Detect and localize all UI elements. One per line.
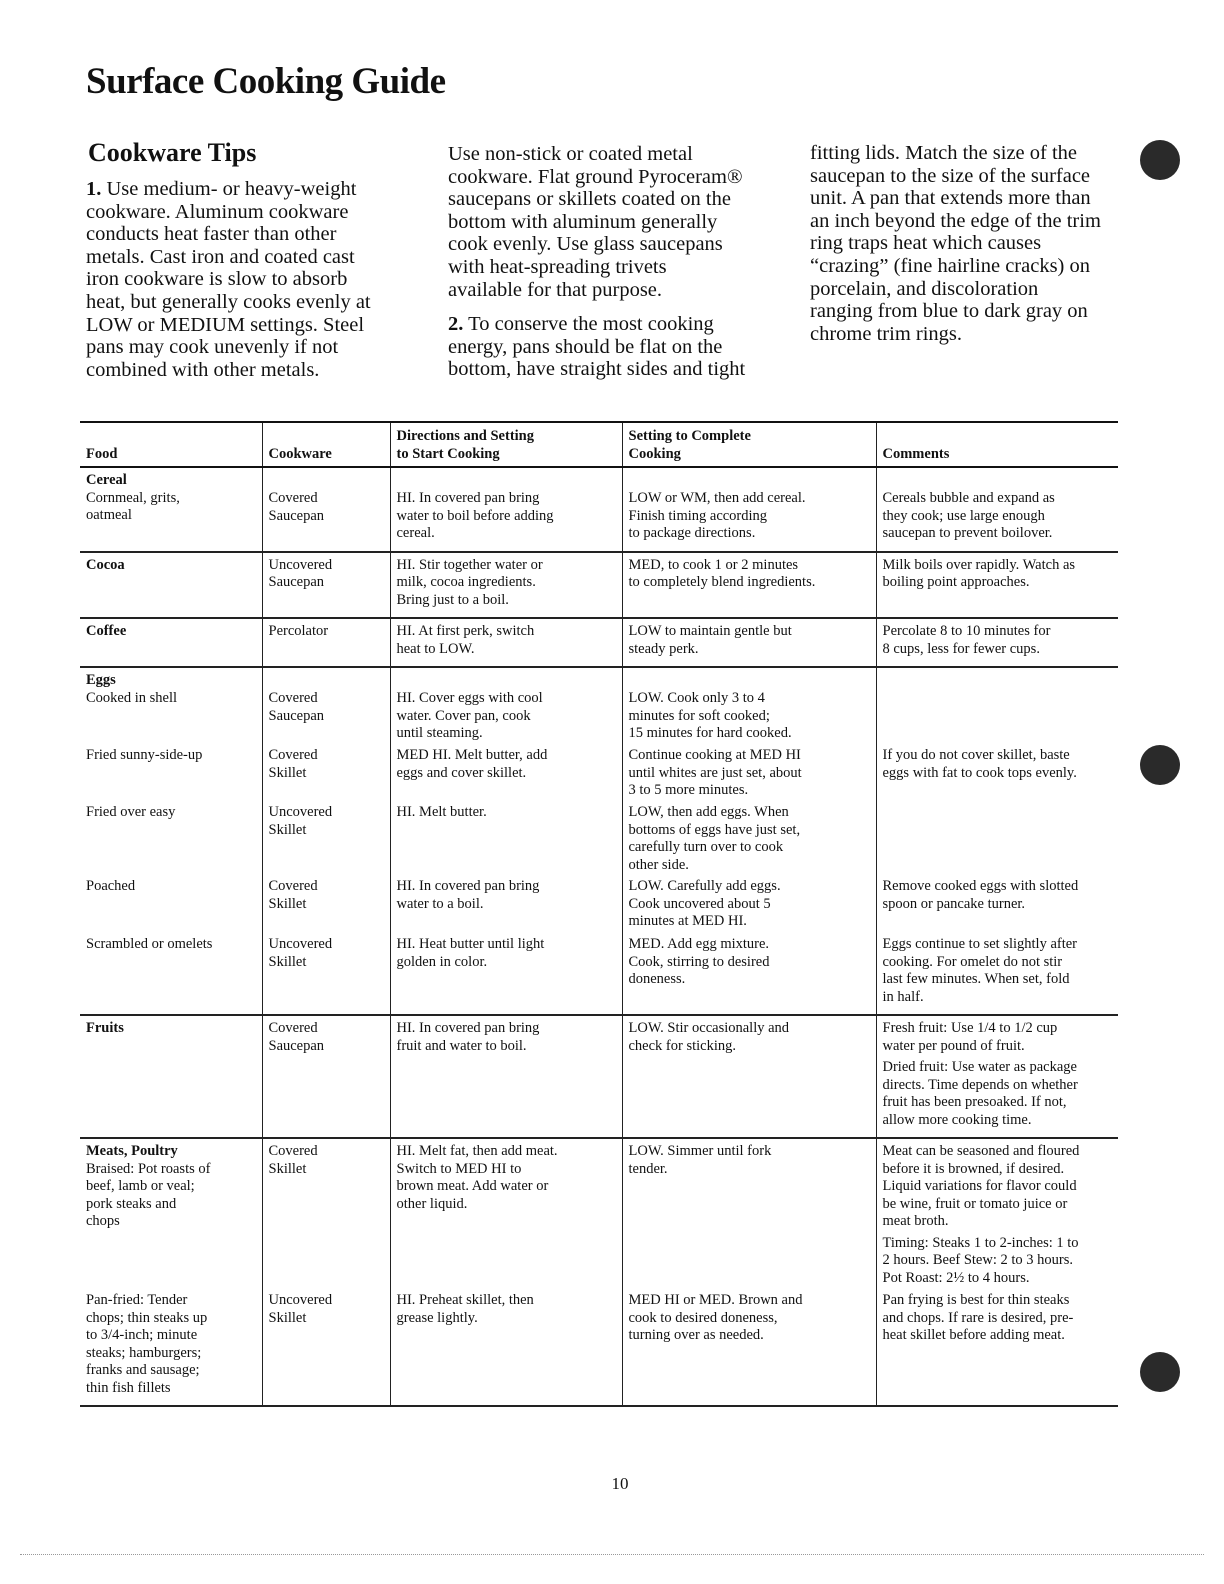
food-cell bbox=[80, 1015, 262, 1138]
cookware-text: Covered Skillet bbox=[268, 878, 318, 912]
cookware-cell bbox=[262, 552, 390, 619]
food-cell bbox=[80, 667, 262, 743]
complete-cell bbox=[622, 800, 876, 874]
comments-text: Pan frying is best for thin steaks and chops. If rare is desired, pre- heat skillet before adding meat. bbox=[882, 1292, 1074, 1343]
comments-text: Milk boils over rapidly. Watch as boiling point approaches. bbox=[882, 556, 1076, 590]
cookware-text: Covered Skillet bbox=[268, 1143, 318, 1177]
cookware-cell bbox=[262, 618, 390, 667]
header-cookware bbox=[262, 422, 390, 467]
start-cell bbox=[390, 467, 622, 552]
complete-cell bbox=[622, 874, 876, 932]
food-name: Pan-fried: Tender chops; thin steaks up to 3/4-inch; minute steaks; hamburgers; franks and sausage; thin fish fillets bbox=[86, 1292, 208, 1396]
header-complete-cooking bbox=[622, 422, 876, 467]
tip-1-number: 1. bbox=[86, 178, 102, 200]
comments-text: Cereals bubble and expand as they cook; use large enough saucepan to prevent boilover. bbox=[882, 490, 1055, 541]
comments-cell bbox=[876, 618, 1118, 667]
food-name: Cornmeal, grits, oatmeal bbox=[86, 489, 180, 523]
table-row bbox=[80, 1138, 1118, 1288]
cookware-cell bbox=[262, 800, 390, 874]
group-title-cereal: Cereal bbox=[86, 472, 127, 488]
cookware-cell bbox=[262, 743, 390, 800]
header-start-cooking bbox=[390, 422, 622, 467]
start-cell bbox=[390, 743, 622, 800]
cookware-cell bbox=[262, 667, 390, 743]
comments-cell bbox=[876, 552, 1118, 619]
header-food-label: Food bbox=[86, 445, 118, 462]
complete-text: LOW or WM, then add cereal. Finish timing according to package directions. bbox=[628, 490, 806, 541]
table-row bbox=[80, 618, 1118, 667]
header-food bbox=[80, 422, 262, 467]
food-name: Fried sunny-side-up bbox=[86, 747, 203, 763]
group-title-fruits: Fruits bbox=[86, 1020, 124, 1036]
table-row bbox=[80, 932, 1118, 1015]
food-cell bbox=[80, 1288, 262, 1406]
group-title-meats: Meats, Poultry bbox=[86, 1143, 178, 1159]
comments-cell bbox=[876, 874, 1118, 932]
comments-cell bbox=[876, 1015, 1118, 1138]
cookware-cell bbox=[262, 1288, 390, 1406]
cookware-tips-heading: Cookware Tips bbox=[88, 138, 257, 167]
cookware-text: Percolator bbox=[268, 623, 329, 639]
comments-text: Eggs continue to set slightly after cooking. For omelet do not stir last few minutes. When set, fold in half. bbox=[882, 936, 1078, 1005]
binder-hole-top bbox=[1140, 140, 1180, 180]
table-row bbox=[80, 1288, 1118, 1406]
start-cell bbox=[390, 1015, 622, 1138]
start-text: HI. In covered pan bring water to boil before adding cereal. bbox=[396, 490, 554, 541]
complete-cell bbox=[622, 1015, 876, 1138]
food-cell bbox=[80, 932, 262, 1015]
tip-1 bbox=[86, 178, 406, 381]
group-title-coffee: Coffee bbox=[86, 623, 127, 639]
table-header-row bbox=[80, 422, 1118, 467]
group-eggs bbox=[80, 667, 1118, 1015]
food-cell bbox=[80, 743, 262, 800]
complete-text: MED, to cook 1 or 2 minutes to completely blend ingredients. bbox=[628, 556, 816, 590]
page-title: Surface Cooking Guide bbox=[86, 61, 446, 102]
cookware-text: Uncovered Saucepan bbox=[268, 556, 333, 590]
food-name: Fried over easy bbox=[86, 804, 176, 820]
tip-2 bbox=[448, 313, 778, 381]
food-cell bbox=[80, 618, 262, 667]
complete-cell bbox=[622, 552, 876, 619]
cookware-cell bbox=[262, 874, 390, 932]
comments-cell bbox=[876, 667, 1118, 743]
food-cell bbox=[80, 800, 262, 874]
food-cell bbox=[80, 1138, 262, 1288]
cookware-text: Uncovered Skillet bbox=[268, 804, 333, 838]
comments-cell bbox=[876, 1138, 1118, 1288]
start-cell bbox=[390, 667, 622, 743]
table-row bbox=[80, 467, 1118, 552]
start-text: HI. Heat butter until light golden in color. bbox=[396, 936, 545, 970]
comments-text: Timing: Steaks 1 to 2-inches: 1 to 2 hours. Beef Stew: 2 to 3 hours. Pot Roast: 2½ to 4 hours. bbox=[882, 1234, 1079, 1286]
cookware-cell bbox=[262, 467, 390, 552]
table-row bbox=[80, 1015, 1118, 1138]
comments-text: Percolate 8 to 10 minutes for 8 cups, less for fewer cups. bbox=[882, 623, 1051, 657]
cookware-cell bbox=[262, 1015, 390, 1138]
tips-column-2 bbox=[448, 143, 778, 381]
group-fruits bbox=[80, 1015, 1118, 1138]
table-row bbox=[80, 800, 1118, 874]
comments-cell bbox=[876, 467, 1118, 552]
group-title-cocoa: Cocoa bbox=[86, 556, 125, 573]
tips-column-3 bbox=[810, 142, 1130, 345]
cookware-cell bbox=[262, 1138, 390, 1288]
food-name: Scrambled or omelets bbox=[86, 936, 213, 952]
tip-1-continued: Use non-stick or coated metal cookware. Flat ground Pyroceram® saucepans or skillets coated on the bottom with aluminum generally cook evenly. Use glass saucepans with heat-spreading trivets available for that purpose. bbox=[448, 143, 743, 301]
start-cell bbox=[390, 618, 622, 667]
header-start-label: Directions and Setting to Start Cooking bbox=[396, 428, 534, 462]
comments-text: Fresh fruit: Use 1/4 to 1/2 cup water per pound of fruit. bbox=[882, 1020, 1058, 1054]
complete-cell bbox=[622, 743, 876, 800]
start-cell bbox=[390, 1288, 622, 1406]
comments-text: Remove cooked eggs with slotted spoon or pancake turner. bbox=[882, 878, 1079, 912]
binder-hole-bottom bbox=[1140, 1352, 1180, 1392]
complete-cell bbox=[622, 1288, 876, 1406]
table-row bbox=[80, 743, 1118, 800]
food-cell bbox=[80, 467, 262, 552]
start-text: HI. Cover eggs with cool water. Cover pan, cook until steaming. bbox=[396, 690, 543, 741]
binder-hole-middle bbox=[1140, 745, 1180, 785]
start-text: HI. In covered pan bring water to a boil. bbox=[396, 878, 540, 912]
food-name: Poached bbox=[86, 878, 136, 894]
comments-cell bbox=[876, 1288, 1118, 1406]
cookware-text: Uncovered Skillet bbox=[268, 936, 333, 970]
comments-text: Meat can be seasoned and floured before it is browned, if desired. Liquid variations for flavor could be wine, fruit or tomato juice or meat broth. bbox=[882, 1143, 1080, 1229]
table-row bbox=[80, 874, 1118, 932]
start-cell bbox=[390, 552, 622, 619]
header-comments-label: Comments bbox=[882, 445, 950, 462]
cookware-text: Covered Saucepan bbox=[268, 1020, 325, 1054]
start-text: MED HI. Melt butter, add eggs and cover skillet. bbox=[396, 747, 548, 781]
group-coffee bbox=[80, 618, 1118, 667]
complete-cell bbox=[622, 618, 876, 667]
tips-column-1 bbox=[86, 178, 406, 381]
tip-2-continued: fitting lids. Match the size of the saucepan to the size of the surface unit. A pan that extends more than an inch beyond the edge of the trim ring traps heat which causes “crazing” (fine hairline cracks) on porcelain, and discoloration ranging from blue to dark gray on chrome trim rings. bbox=[810, 142, 1101, 345]
cookware-text: Covered Saucepan bbox=[268, 490, 325, 524]
cookware-text: Covered Skillet bbox=[268, 747, 318, 781]
page-number: 10 bbox=[611, 1474, 629, 1493]
start-cell bbox=[390, 932, 622, 1015]
comments-cell bbox=[876, 932, 1118, 1015]
start-cell bbox=[390, 1138, 622, 1288]
complete-text: MED. Add egg mixture. Cook, stirring to desired doneness. bbox=[628, 936, 770, 987]
food-cell bbox=[80, 552, 262, 619]
complete-text: LOW. Cook only 3 to 4 minutes for soft cooked; 15 minutes for hard cooked. bbox=[628, 690, 792, 741]
start-text: HI. Stir together water or milk, cocoa ingredients. Bring just to a boil. bbox=[396, 556, 543, 608]
complete-cell bbox=[622, 1138, 876, 1288]
tip-2-text: To conserve the most cooking energy, pans should be flat on the bottom, have straight sides and tight bbox=[448, 313, 746, 381]
start-text: HI. At first perk, switch heat to LOW. bbox=[396, 623, 535, 657]
start-text: HI. Melt butter. bbox=[396, 804, 487, 820]
cookware-text: Covered Saucepan bbox=[268, 690, 325, 724]
cookware-cell bbox=[262, 932, 390, 1015]
header-comments bbox=[876, 422, 1118, 467]
complete-cell bbox=[622, 932, 876, 1015]
table-row bbox=[80, 667, 1118, 743]
tip-1-text: Use medium- or heavy-weight cookware. Aluminum cookware conducts heat faster than other metals. Cast iron and coated cast iron cookware is slow to absorb heat, but generally cooks evenly at LOW or MEDIUM settings. Steel pans may cook unevenly if not combined with other metals. bbox=[86, 178, 371, 381]
food-cell bbox=[80, 874, 262, 932]
comments-cell bbox=[876, 743, 1118, 800]
complete-text: LOW. Simmer until fork tender. bbox=[628, 1143, 772, 1177]
comments-text: If you do not cover skillet, baste eggs with fat to cook tops evenly. bbox=[882, 747, 1077, 781]
start-cell bbox=[390, 800, 622, 874]
complete-text: LOW, then add eggs. When bottoms of eggs have just set, carefully turn over to cook other side. bbox=[628, 804, 801, 873]
food-name: Braised: Pot roasts of beef, lamb or veal; pork steaks and chops bbox=[86, 1160, 211, 1229]
group-cereal bbox=[80, 467, 1118, 552]
start-cell bbox=[390, 874, 622, 932]
food-name: Cooked in shell bbox=[86, 689, 178, 706]
start-text: HI. Preheat skillet, then grease lightly. bbox=[396, 1292, 534, 1326]
group-title-eggs: Eggs bbox=[86, 672, 116, 688]
complete-text: MED HI or MED. Brown and cook to desired doneness, turning over as needed. bbox=[628, 1292, 803, 1343]
start-text: HI. Melt fat, then add meat. Switch to MED HI to brown meat. Add water or other liquid. bbox=[396, 1143, 558, 1212]
comments-cell bbox=[876, 800, 1118, 874]
group-cocoa bbox=[80, 552, 1118, 619]
cookware-text: Uncovered Skillet bbox=[268, 1292, 333, 1326]
comments-text: Dried fruit: Use water as package directs. Time depends on whether fruit has been presoaked. If not, allow more cooking time. bbox=[882, 1059, 1078, 1128]
scan-edge-divider bbox=[20, 1554, 1204, 1555]
tip-2-number: 2. bbox=[448, 313, 464, 336]
complete-text: LOW. Stir occasionally and check for sticking. bbox=[628, 1020, 790, 1054]
header-cookware-label: Cookware bbox=[268, 445, 332, 462]
surface-cooking-table bbox=[80, 421, 1118, 1407]
complete-cell bbox=[622, 467, 876, 552]
start-text: HI. In covered pan bring fruit and water to boil. bbox=[396, 1020, 540, 1054]
header-complete-label: Setting to Complete Cooking bbox=[628, 428, 751, 462]
complete-text: LOW to maintain gentle but steady perk. bbox=[628, 623, 792, 657]
complete-text: LOW. Carefully add eggs. Cook uncovered about 5 minutes at MED HI. bbox=[628, 878, 781, 929]
group-meats-poultry bbox=[80, 1138, 1118, 1406]
complete-text: Continue cooking at MED HI until whites are just set, about 3 to 5 more minutes. bbox=[628, 747, 802, 798]
complete-cell bbox=[622, 667, 876, 743]
table-row bbox=[80, 552, 1118, 619]
